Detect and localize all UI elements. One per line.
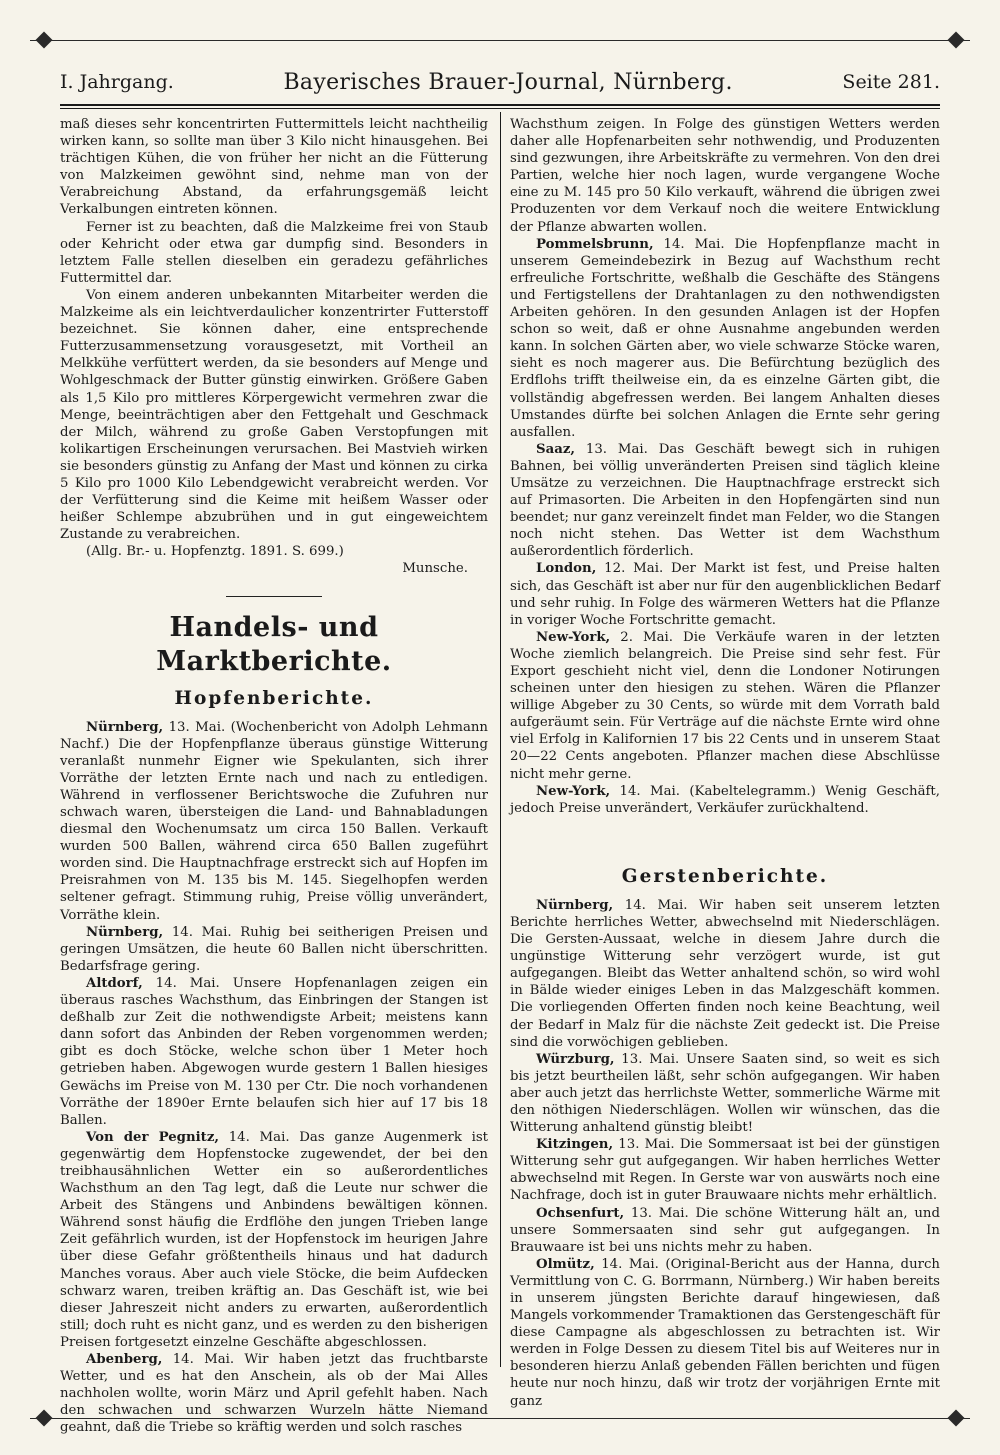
report-text: 14. Mai. Die Hopfenpflanze macht in unserem Gemeindebezirk in Bezug auf Wachsthum recht erfreuliche Fortschritte, weßhalb die Geschäfte des Stängens und Fertigstellens der Drahtanlagen zu den nothwendigsten Arbeiten gehören. In den gesunden Anlagen ist der Hopfen schon so weit, daß er ohne Ausnahme angebunden werden kann. In solchen Gärten aber, wo viele schwarze Stöcke waren, sieht es noch magerer aus. Die Befürchtung bezüglich des Erdflohs trifft theilweise ein, da es einzelne Gärten gibt, die vollständig abgefressen werden. Bei langem Anhalten dieses Umstandes dürfte bei solchen Anlagen die Ernte sehr gering ausfallen. <box>510 236 940 440</box>
report-place: Saaz, <box>536 441 576 457</box>
report-entry <box>60 1129 488 1351</box>
report-text: 14. Mai. Wir haben seit unserem letzten Berichte herrliches Wetter, abwechselnd mit Niederschlägen. Die Gersten-Aussaat, welche in diesem Jahre durch die ungünstige Witterung sehr verzögert wurde, ist gut aufgegangen. Bleibt das Wetter anhaltend schön, so wird wohl in Bälde wieder einiges Leben in das Malzgeschäft kommen. Die vorliegenden Offerten finden noch keine Beachtung, weil der Bedarf in Malz für die nächste Zeit gedeckt ist. Die Preise sind die vorwöchigen geblieben. <box>510 897 940 1050</box>
paragraph: Ferner ist zu beachten, daß die Malzkeime frei von Staub oder Kehricht oder etwa gar dumpfig sind. Besonders in letztem Falle stellen dieselben ein geradezu gefährliches Futtermittel dar. <box>60 219 488 286</box>
report-place: Nürnberg, <box>86 719 164 735</box>
report-entry <box>510 1256 940 1410</box>
report-place: Altdorf, <box>86 975 143 991</box>
report-entry <box>510 783 940 817</box>
report-entry <box>510 441 940 561</box>
report-place: Olmütz, <box>536 1256 595 1272</box>
report-entry <box>510 1051 940 1136</box>
report-text: 14. Mai. Das ganze Augenmerk ist gegenwärtig dem Hopfenstocke zugewendet, der bei den treibhausähnlichen Wetter ein so außerordentliches Wachsthum an den Tag legt, daß die Leute nur schwer die Arbeit des Stängens und Anbindens bewältigen können. Während sonst häufig die Erdflöhe den jungen Trieben lange Zeit gefährlich wurden, ist der Hopfenstock im heurigen Jahre über diese Gefahr größtentheils hinaus und hat dadurch Manches voraus. Aber auch viele Stöcke, die beim Aufdecken schwarz waren, treiben kräftig an. Das Geschäft ist, wie bei dieser Jahreszeit nicht anders zu erwarten, außerordentlich still; doch ruht es nicht ganz, und es werden zu den bisherigen Preisen fortgesetzt einzelne Geschäfte abgeschlossen. <box>60 1129 488 1350</box>
report-place: Kitzingen, <box>536 1137 614 1153</box>
report-text: 14. Mai. Wir haben jetzt das fruchtbarste Wetter, und es hat den Anschein, als ob der Mai Alles nachholen wollte, worin März und April gefehlt haben. Nach den schwachen und schwarzen Wurzeln hätte Niemand geahnt, daß die Triebe so kräftig werden und solch rasches <box>60 1352 488 1436</box>
paragraph: Von einem anderen unbekannten Mitarbeiter werden die Malzkeime als ein leichtverdaulicher konzentrirter Futterstoff bezeichnet. Sie können daher, eine entsprechende Futterzusammensetzung vorausgesetzt, mit Vortheil an Melkkühe verfüttert werden, da sie besonders auf Menge und Wohlgeschmack der Butter günstig einwirken. Größere Gaben als 1,5 Kilo pro mittleres Körpergewicht vermehren zwar die Menge, beeinträchtigen aber den Fettgehalt und Geschmack der Milch, während zu große Gaben Verstopfungen mit kolikartigen Erscheinungen verursachen. Bei Mastvieh wirken sie besonders günstig zu Anfang der Mast und können zu cirka 5 Kilo pro 1000 Kilo Lebendgewicht verabreicht werden. Vor der Verfütterung sind die Keime mit heißem Wasser oder heißer Schlempe abzubrühen und in gut eingeweichtem Zustande zu verabreichen. <box>60 287 488 543</box>
subsection-heading: Gerstenberichte. <box>621 865 829 887</box>
report-entry <box>60 719 488 924</box>
report-text: 13. Mai. Die Sommersaat ist bei der günstigen Witterung sehr gut aufgegangen. Wir haben herrliches Wetter abwechselnd mit Regen. In Gerste war von auswärts noch eine Nachfrage, doch ist in guter Brauwaare nichts mehr erhältlich. <box>510 1137 940 1204</box>
report-place: Nürnberg, <box>86 924 164 940</box>
right-column <box>510 116 940 1409</box>
report-place: New-York, <box>536 629 611 645</box>
report-text: 12. Mai. Der Markt ist fest, und Preise halten sich, das Geschäft ist aber nur für den augenblicklichen Bedarf und sehr ruhig. In Folge des wärmeren Wetters hat die Pflanze in voriger Woche Fortschritte gemacht. <box>510 561 940 628</box>
bottom-ornament-rule <box>30 1418 970 1419</box>
ornament-diamond-icon <box>36 32 53 49</box>
report-text: 13. Mai. Das Geschäft bewegt sich in ruhigen Bahnen, bei völlig unveränderten Preisen sind täglich kleine Umsätze zu verzeichnen. Die Hauptnachfrage erstreckt sich auf Primasorten. Die Arbeiten in den Hopfengärten sind nun beendet; nur ganz vereinzelt findet man Felder, wo die Stangen noch nicht stehen. Das Wetter ist dem Wachsthum außerordentlich förderlich. <box>510 441 940 560</box>
report-text: 14. Mai. Unsere Hopfenanlagen zeigen ein überaus rasches Wachsthum, das Einbringen der Stangen ist deßhalb zur Zeit die nothwendigste Arbeit; meistens kann dann sofort das Anbinden der Reben vorgenommen werden; gibt es doch Stöcke, welche schon über 1 Meter hoch getrieben haben. Abgewogen wurde gestern 1 Ballen hiesiges Gewächs im Preise von M. 130 per Ctr. Die noch vorhandenen Vorräthe der 1890er Ernte belaufen sich hier auf 17 bis 18 Ballen. <box>60 975 488 1128</box>
paragraph: maß dieses sehr koncentrirten Futtermittels leicht nachtheilig wirken kann, so sollte man über 3 Kilo nicht hinausgehen. Bei trächtigen Kühen, die von früher her nicht an die Fütterung von Malzkeimen gewöhnt sind, nehme man von der Verabreichung Abstand, da erfahrungsgemäß leicht Verkalbungen eintreten können. <box>60 117 488 218</box>
report-entry <box>510 560 940 628</box>
top-ornament-rule <box>30 40 970 41</box>
report-text: 14. Mai. (Kabeltelegramm.) Wenig Geschäft, jedoch Preise unverändert, Verkäufer zurückhaltend. <box>510 783 940 816</box>
report-entry <box>510 1136 940 1204</box>
report-place: Pommelsbrunn, <box>536 236 654 252</box>
report-entry <box>510 1205 940 1256</box>
column-divider <box>500 112 501 1367</box>
author-signature: Munsche. <box>402 561 468 577</box>
report-entry <box>510 897 940 1051</box>
report-entry <box>510 236 940 441</box>
left-column <box>60 116 488 1436</box>
report-place: Abenberg, <box>86 1352 163 1367</box>
report-place: Ochsenfurt, <box>536 1205 625 1221</box>
ornament-diamond-icon <box>948 1410 965 1427</box>
report-entry <box>510 629 940 783</box>
report-place: Von der Pegnitz, <box>86 1129 220 1145</box>
report-place: Würzburg, <box>536 1051 615 1067</box>
header-rule <box>60 104 940 109</box>
section-divider <box>226 596 322 597</box>
ornament-diamond-icon <box>948 32 965 49</box>
report-text: 2. Mai. Die Verkäufe waren in der letzten Woche ziemlich belangreich. Die Preise sind sehr fest. Für Export geschieht nicht viel, denn die Londoner Notirungen scheinen unter den hiesigen zu stehen. Wären die Pflanzer willige Abgeber zu 30 Cents, so würde mit dem Vorrath bald aufgeräumt sein. Für Verträge auf die nächste Ernte wird ohne viel Erfolg in Kalifornien 17 bis 22 Cents und in unserem Staat 20—22 Cents angeboten. Pflanzer machen diese Abschlüsse nicht mehr gerne. <box>510 629 940 782</box>
citation: (Allg. Br.- u. Hopfenztg. 1891. S. 699.) <box>86 544 344 560</box>
report-text: 13. Mai. (Wochenbericht von Adolph Lehmann Nachf.) Die der Hopfenpflanze überaus günstige Witterung veranlaßt nunmehr Eigner wie Spekulanten, sich ihrer Vorräthe der letzten Ernte nach und nach zu entledigen. Während in verflossener Berichtswoche die Zufuhren nur schwach waren, übersteigen die Land- und Bahnabladungen diesmal den Wochenumsatz um circa 150 Ballen. Verkauft wurden 500 Ballen, während circa 650 Ballen zugeführt worden sind. Die Hauptnachfrage erstreckt sich auf Hopfen im Preisrahmen von M. 135 bis M. 145. Siegelhopfen werden seltener gefragt. Stimmung ruhig, Preise völlig unverändert, Vorräthe klein. <box>60 719 488 923</box>
page-number: Seite 281. <box>842 71 940 93</box>
report-entry <box>60 975 488 1129</box>
report-place: New-York, <box>536 783 611 799</box>
paragraph: Wachsthum zeigen. In Folge des günstigen Wetters werden daher alle Hopfenarbeiten sehr nothwendig, und Produzenten sind gezwungen, ihre Arbeitskräfte zu vermehren. Von den drei Partien, welche hier noch lagen, wurde vergangene Woche eine zu M. 145 pro 50 Kilo verkauft, während die übrigen zwei Produzenten vor dem Verkauf noch die weitere Entwicklung der Pflanze abwarten wollen. <box>510 117 940 235</box>
report-entry <box>60 1351 488 1436</box>
ornament-diamond-icon <box>36 1410 53 1427</box>
report-place: London, <box>536 561 597 577</box>
spacer <box>510 817 940 863</box>
volume-label: I. Jahrgang. <box>60 71 174 93</box>
section-heading: Handels- und Marktberichte. <box>156 611 392 677</box>
report-entry <box>60 924 488 975</box>
page-header <box>60 64 940 100</box>
report-place: Nürnberg, <box>536 897 614 913</box>
report-text: 14. Mai. (Original-Bericht aus der Hanna, durch Vermittlung von C. G. Borrmann, Nürnberg.) Wir haben bereits in unserem jüngsten Berichte darauf hingewiesen, daß Mangels vorkommender Tramaktionen das Gerstengeschäft für diese Campagne als abgeschlossen zu betrachten ist. Wir werden in Folge Dessen zu diesem Titel bis auf Weiteres nur in besonderen hierzu Anlaß gebenden Fällen berichten und fügen heute nur noch hinzu, daß wir trotz der vorjährigen Ernte mit ganz <box>510 1256 940 1409</box>
journal-title: Bayerisches Brauer-Journal, Nürnberg. <box>283 69 733 95</box>
report-text: 13. Mai. Unsere Saaten sind, so weit es sich bis jetzt beurtheilen läßt, sehr schön aufgegangen. Wir haben aber auch jetzt das herrlichste Wetter, sommerliche Wärme mit den nöthigen Niederschlägen. Wollen wir wünschen, das die Witterung anhaltend günstig bleibt! <box>510 1051 940 1136</box>
report-text: 14. Mai. Ruhig bei seitherigen Preisen und geringen Umsätzen, die heute 60 Ballen nicht überschritten. Bedarfsfrage gering. <box>60 924 488 974</box>
subsection-heading: Hopfenberichte. <box>174 687 374 709</box>
report-text: 13. Mai. Die schöne Witterung hält an, und unsere Sommersaaten sind sehr gut aufgegangen. In Brauwaare ist bei uns nichts mehr zu haben. <box>510 1205 940 1255</box>
